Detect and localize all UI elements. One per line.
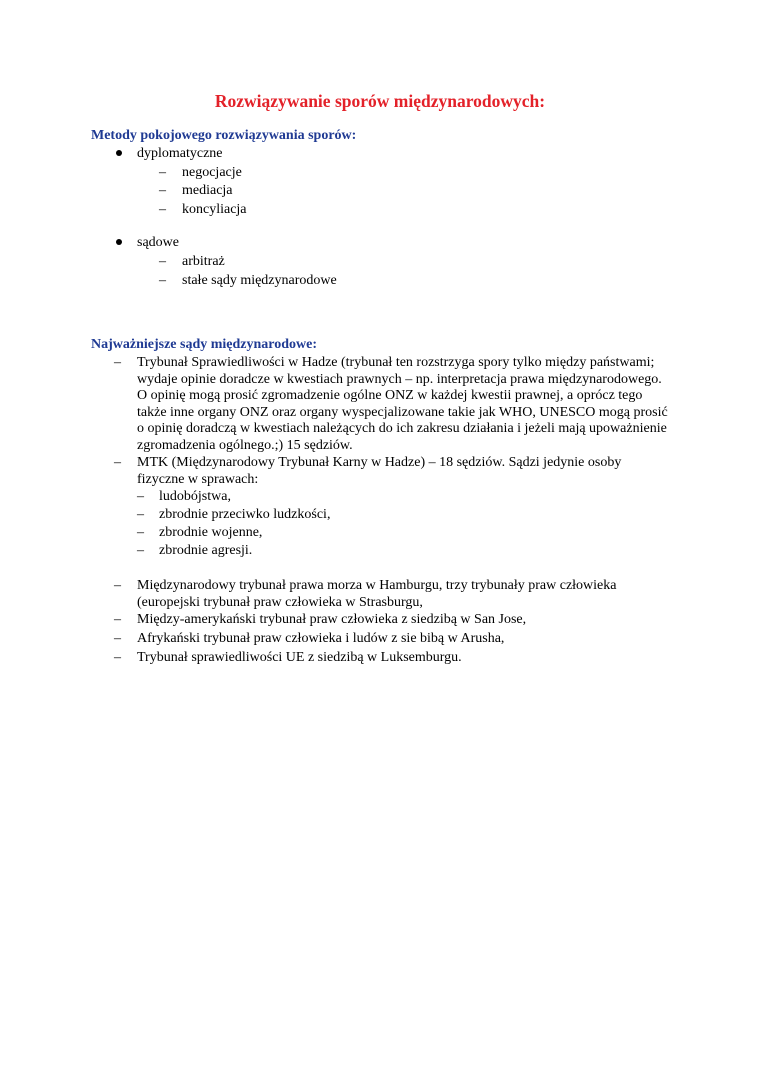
crime-item: zbrodnie wojenne, [159, 525, 263, 540]
dash-icon: – [137, 507, 144, 522]
dash-icon: – [114, 650, 121, 665]
crime-item: ludobójstwa, [159, 489, 231, 504]
court-item-line: Między-amerykański trybunał praw człowieka z siedzibą w San Jose, [137, 612, 527, 627]
icj-text-line: także inne organy ONZ oraz organy wyspecjalizowane takie jak WHO, UNESCO mogą prosić [137, 405, 668, 420]
icj-text-line: O opinię mogą prosić zgromadzenie ogólne ONZ w każdej kwestii prawnej, a oprócz tego [137, 388, 643, 403]
dash-icon: – [114, 455, 121, 470]
sub-item-mediation: mediacja [182, 183, 233, 198]
sub-item-conciliation: koncyliacja [182, 202, 247, 217]
dash-icon: – [159, 254, 166, 269]
bullet-icon [116, 150, 122, 156]
crime-item: zbrodnie agresji. [159, 543, 253, 558]
court-item-line: Międzynarodowy trybunał prawa morza w Hamburgu, trzy trybunały praw człowieka [137, 578, 617, 593]
bullet-icon [116, 239, 122, 245]
court-item-line: Afrykański trybunał praw człowieka i ludów z sie bibą w Arusha, [137, 631, 505, 646]
dash-icon: – [137, 543, 144, 558]
dash-icon: – [114, 355, 121, 370]
icj-text-line: zgromadzenia ogólnego.;) 15 sędziów. [137, 438, 353, 453]
icc-text-line: MTK (Międzynarodowy Trybunał Karny w Hadze) – 18 sędziów. Sądzi jedynie osoby [137, 455, 622, 470]
list-item-judicial: sądowe [137, 235, 179, 250]
sub-item-negotiations: negocjacje [182, 165, 242, 180]
court-item-line: (europejski trybunał praw człowieka w Strasburgu, [137, 595, 423, 610]
court-item-line: Trybunał sprawiedliwości UE z siedzibą w Luksemburgu. [137, 650, 462, 665]
dash-icon: – [137, 525, 144, 540]
list-item-diplomatic: dyplomatyczne [137, 146, 223, 161]
icj-text-line: o opinię doradczą w kwestiach należących do ich zakresu działania i jeżeli mają upoważnienie [137, 421, 667, 436]
section-heading-methods: Metody pokojowego rozwiązywania sporów: [91, 128, 357, 143]
document-title: Rozwiązywanie sporów międzynarodowych: [214, 91, 546, 111]
icc-text-line: fizyczne w sprawach: [137, 472, 259, 487]
crime-item: zbrodnie przeciwko ludzkości, [159, 507, 331, 522]
dash-icon: – [159, 273, 166, 288]
icj-text-line: Trybunał Sprawiedliwości w Hadze (trybunał ten rozstrzyga spory tylko między państwami; [137, 355, 655, 370]
dash-icon: – [114, 612, 121, 627]
sub-item-arbitration: arbitraż [182, 254, 225, 269]
icj-text-line: wydaje opinie doradcze w kwestiach prawnych – np. interpretacja prawa międzynarodowego. [137, 372, 662, 387]
dash-icon: – [159, 202, 166, 217]
dash-icon: – [159, 183, 166, 198]
dash-icon: – [114, 631, 121, 646]
section-heading-courts: Najważniejsze sądy międzynarodowe: [91, 337, 318, 352]
sub-item-permanent-courts: stałe sądy międzynarodowe [182, 273, 337, 288]
dash-icon: – [159, 165, 166, 180]
dash-icon: – [137, 489, 144, 504]
dash-icon: – [114, 578, 121, 593]
